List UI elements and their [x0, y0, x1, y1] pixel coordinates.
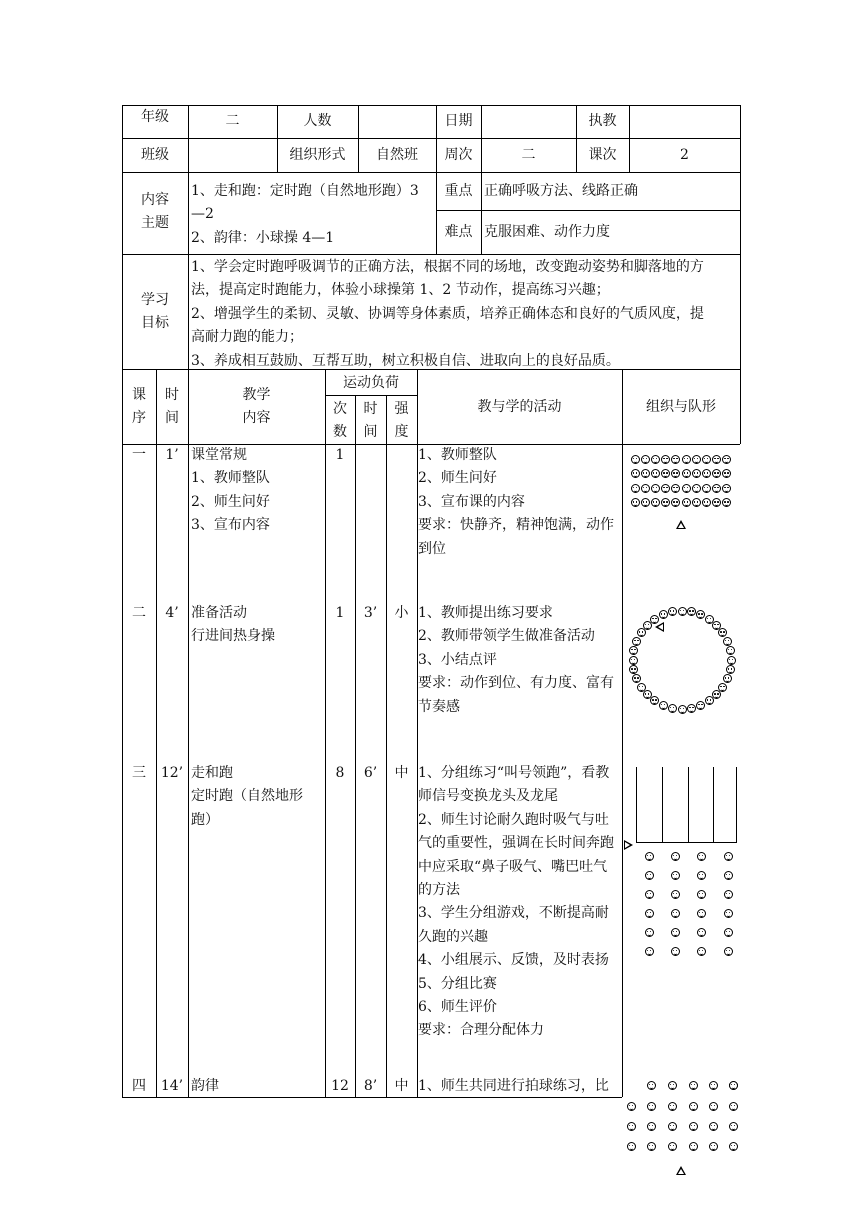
student-icon [697, 890, 706, 899]
student-icon [692, 498, 701, 507]
student-icon [641, 469, 650, 478]
student-icon [641, 498, 650, 507]
student-icon [724, 947, 733, 956]
difficulty-value: 克服困难、动作力度 [484, 224, 610, 240]
teacher-label: 执教 [588, 113, 617, 129]
student-icon [729, 1142, 738, 1151]
lesson-value: 2 [680, 147, 689, 163]
student-icon [637, 683, 646, 692]
student-icon [724, 852, 733, 861]
student-icon [629, 665, 638, 674]
student-icon [687, 607, 696, 616]
student-icon [661, 484, 670, 493]
student-icon [724, 928, 733, 937]
row2-count: 1 [335, 605, 345, 621]
row3-content: 走和跑 定时跑（自然地形 跑） [191, 765, 303, 828]
student-icon [645, 852, 654, 861]
student-icon [722, 469, 731, 478]
difficulty-label: 难点 [444, 224, 473, 240]
student-icon [689, 1122, 698, 1131]
student-icon [726, 665, 735, 674]
student-icon [645, 947, 654, 956]
row1-order: 一 [132, 447, 146, 463]
row1-count: 1 [335, 447, 345, 463]
student-icon [729, 1102, 738, 1111]
student-icon [651, 455, 660, 464]
student-icon [671, 947, 680, 956]
student-icon [631, 498, 640, 507]
student-icon [668, 1122, 677, 1131]
student-icon [629, 646, 638, 655]
student-icon [697, 852, 706, 861]
student-icon [723, 674, 732, 683]
col-activities: 教与学的活动 [477, 399, 562, 415]
student-icon [712, 469, 721, 478]
student-icon [645, 909, 654, 918]
student-icon [692, 469, 701, 478]
student-icon [632, 637, 641, 646]
row1-time: 1’ [165, 447, 179, 463]
student-icon [678, 607, 687, 616]
row2-order: 二 [132, 605, 146, 621]
student-icon [671, 909, 680, 918]
student-icon [722, 498, 731, 507]
student-icon [702, 484, 711, 493]
row1-content: 课堂常规 1、教师整队 2、师生问好 3、宣布内容 [191, 447, 270, 534]
student-icon [668, 607, 677, 616]
teacher-icon [676, 520, 686, 529]
student-icon [643, 690, 652, 699]
student-icon [729, 1081, 738, 1090]
student-icon [709, 1102, 718, 1111]
row1-activities: 1、教师整队 2、师生问好 3、宣布课的内容 要求：快静齐，精神饱满，动作 到位 [418, 447, 614, 557]
student-icon [709, 1142, 718, 1151]
class-label: 班级 [141, 147, 169, 163]
col-formation: 组织与队形 [646, 399, 716, 415]
content-topic: 1、走和跑：定时跑（自然地形跑）3 —2 2、韵律：小球操 4—1 [191, 183, 419, 246]
row4-duration: 8’ [363, 1078, 378, 1094]
row2-intensity: 小 [394, 605, 409, 621]
col-load: 运动负荷 [343, 375, 399, 391]
student-icon [637, 628, 646, 637]
grade-label: 年级 [141, 109, 169, 125]
student-icon [724, 871, 733, 880]
student-icon [647, 1122, 656, 1131]
row3-order: 三 [132, 765, 146, 781]
student-icon [641, 484, 650, 493]
student-icon [723, 637, 732, 646]
student-icon [687, 704, 696, 713]
row3-activities: 1、分组练习“叫号领跑”，看教 师信号变换龙头及龙尾 2、师生讨论耐久跑时吸气与吐 气的重要性，强调在长时间奔跑 中应采取“鼻子吸气、嘴巴吐气 的方法 3、学生分组游戏，不断提高耐 久跑的兴趣 4、小组展示、反馈，及时表扬 5、分组比赛 6、师生评价 要求：合理分配体力 [418, 765, 614, 1039]
student-icon [651, 484, 660, 493]
student-icon [682, 469, 691, 478]
student-icon [697, 928, 706, 937]
student-icon [671, 455, 680, 464]
student-icon [702, 455, 711, 464]
row3-count: 8 [335, 765, 345, 781]
row4-order: 四 [132, 1078, 146, 1094]
student-icon [692, 484, 701, 493]
row4-intensity: 中 [394, 1078, 409, 1094]
col-order: 课 序 [132, 387, 146, 427]
student-icon [697, 909, 706, 918]
student-icon [724, 909, 733, 918]
student-icon [724, 890, 733, 899]
week-label: 周次 [444, 147, 473, 163]
col-time: 时 间 [165, 387, 179, 427]
teacher-icon [676, 1166, 686, 1175]
org-value: 自然班 [376, 147, 418, 163]
student-icon [689, 1142, 698, 1151]
student-icon [671, 928, 680, 937]
student-icon [645, 890, 654, 899]
content-label: 内容 主题 [141, 192, 169, 232]
student-icon [661, 469, 670, 478]
grade-value: 二 [225, 113, 240, 129]
student-icon [668, 1081, 677, 1090]
student-icon [651, 498, 660, 507]
student-icon [692, 455, 701, 464]
student-icon [651, 469, 660, 478]
count-label: 人数 [303, 113, 332, 129]
student-icon [668, 1142, 677, 1151]
org-label: 组织形式 [289, 147, 346, 163]
row2-duration: 3’ [363, 605, 378, 621]
student-icon [671, 871, 680, 880]
student-icon [659, 701, 668, 710]
row3-intensity: 中 [394, 765, 409, 781]
row3-time: 12’ [160, 765, 184, 781]
student-icon [631, 469, 640, 478]
student-icon [645, 871, 654, 880]
lesson-label: 课次 [588, 147, 617, 163]
student-icon [671, 498, 680, 507]
student-icon [627, 1142, 636, 1151]
student-icon [671, 484, 680, 493]
row2-content: 准备活动 行进间热身操 [191, 605, 275, 645]
student-icon [697, 871, 706, 880]
student-icon [659, 610, 668, 619]
student-icon [671, 852, 680, 861]
student-icon [668, 1102, 677, 1111]
student-icon [696, 610, 705, 619]
col-count: 次 数 [333, 401, 347, 441]
student-icon [718, 628, 727, 637]
student-icon [689, 1081, 698, 1090]
student-icon [661, 455, 670, 464]
key-label: 重点 [444, 183, 473, 199]
row4-activities: 1、师生共同进行拍球练习，比 [418, 1078, 609, 1094]
student-icon [647, 1142, 656, 1151]
student-icon [671, 890, 680, 899]
student-icon [712, 455, 721, 464]
student-icon [645, 928, 654, 937]
student-icon [702, 498, 711, 507]
student-icon [668, 704, 677, 713]
goals-label: 学习 目标 [141, 292, 169, 332]
col-duration: 时 间 [363, 401, 378, 441]
goals-text: 1、学会定时跑呼吸调节的正确方法，根据不同的场地，改变跑动姿势和脚落地的方 法，提高定时跑能力，体验小球操第 1、2 节动作，提高练习兴趣； 2、增强学生的柔韧、灵敏、协调等身体素质，培养正确体态和良好的气质风度，提 高耐力跑的能力； 3、养成相互鼓励、互帮互助，树立积极自信、进取向上的良好品质。 [191, 259, 704, 369]
teacher-icon [655, 622, 664, 632]
student-icon [727, 656, 736, 665]
student-icon [722, 484, 731, 493]
student-icon [631, 484, 640, 493]
student-icon [709, 1081, 718, 1090]
col-content: 教学 内容 [242, 387, 271, 427]
student-icon [729, 1122, 738, 1131]
student-icon [689, 1102, 698, 1111]
student-icon [631, 455, 640, 464]
student-icon [705, 696, 714, 705]
student-icon [678, 705, 687, 714]
student-icon [671, 469, 680, 478]
date-label: 日期 [444, 113, 473, 129]
student-icon [682, 455, 691, 464]
student-icon [627, 1102, 636, 1111]
student-icon [661, 498, 670, 507]
student-icon [712, 484, 721, 493]
col-intensity: 强 度 [394, 401, 409, 441]
row4-time: 14’ [160, 1078, 184, 1094]
student-icon [726, 646, 735, 655]
student-icon [627, 1122, 636, 1131]
student-icon [682, 484, 691, 493]
student-icon [682, 498, 691, 507]
student-icon [712, 498, 721, 507]
student-icon [647, 1102, 656, 1111]
row4-count: 12 [331, 1078, 349, 1094]
row4-content: 韵律 [191, 1078, 219, 1094]
key-value: 正确呼吸方法、线路正确 [484, 183, 638, 199]
student-icon [697, 947, 706, 956]
week-value: 二 [521, 147, 536, 163]
student-icon [632, 674, 641, 683]
student-icon [722, 455, 731, 464]
student-icon [650, 696, 659, 705]
row3-duration: 6’ [363, 765, 378, 781]
teacher-icon [624, 840, 633, 850]
row2-activities: 1、教师提出练习要求 2、教师带领学生做准备活动 3、小结点评 要求：动作到位、有力度、富有 节奏感 [418, 605, 614, 715]
student-icon [709, 1122, 718, 1131]
student-icon [641, 455, 650, 464]
row2-time: 4’ [165, 605, 179, 621]
student-icon [696, 701, 705, 710]
student-icon [702, 469, 711, 478]
student-icon [647, 1081, 656, 1090]
student-icon [629, 656, 638, 665]
